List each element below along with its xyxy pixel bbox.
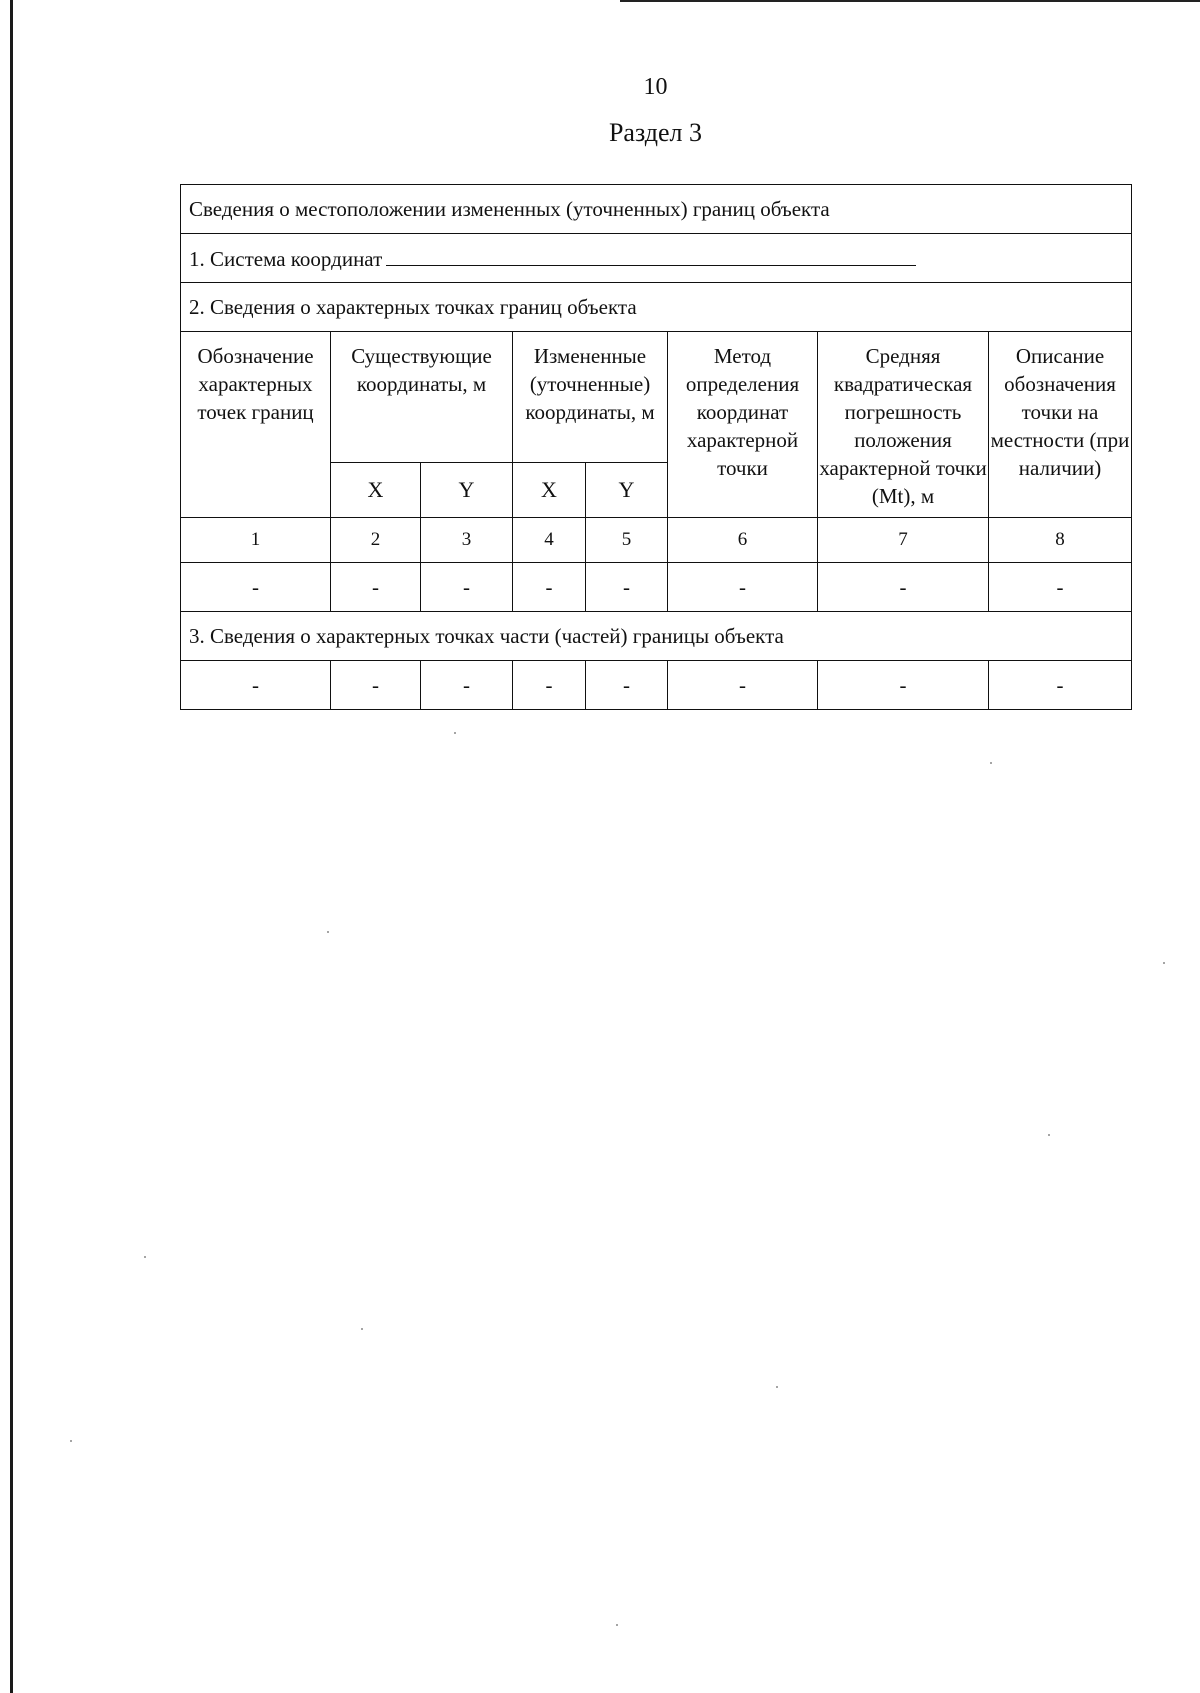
column-number: 7 xyxy=(818,518,989,563)
coord-system-label: 1. Система координат xyxy=(189,247,383,271)
scan-speck xyxy=(776,1386,778,1388)
column-number: 8 xyxy=(989,518,1132,563)
header-method: Метод определения координат характерной точки xyxy=(668,332,818,518)
table-cell: - xyxy=(331,661,421,710)
column-number: 3 xyxy=(421,518,513,563)
coord-system-cell xyxy=(181,234,1132,283)
scan-speck xyxy=(361,1328,363,1330)
table-cell: - xyxy=(818,661,989,710)
subheader-changed-y: Y xyxy=(586,463,668,518)
column-number: 6 xyxy=(668,518,818,563)
table-cell: - xyxy=(989,563,1132,612)
boundary-table xyxy=(180,184,1132,710)
column-number: 4 xyxy=(513,518,586,563)
table-cell: - xyxy=(181,563,331,612)
coord-system-row xyxy=(181,234,1132,283)
header-point-designation: Обозначение характерных точек границ xyxy=(181,332,331,518)
table-cell: - xyxy=(181,661,331,710)
parts-section-row xyxy=(181,612,1132,661)
subheader-changed-x: X xyxy=(513,463,586,518)
table-cell: - xyxy=(989,661,1132,710)
header-mean-error: Средняя квадратическая погрешность положения характерной точки (Mt), м xyxy=(818,332,989,518)
scan-speck xyxy=(1048,1134,1050,1136)
table-cell: - xyxy=(668,563,818,612)
scan-speck xyxy=(144,1256,146,1258)
scan-speck xyxy=(70,1440,72,1442)
table-cell: - xyxy=(586,661,668,710)
column-numbers-row xyxy=(181,518,1132,563)
table-cell: - xyxy=(513,563,586,612)
subheader-existing-y: Y xyxy=(421,463,513,518)
header-description: Описание обозначения точки на местности (при наличии) xyxy=(989,332,1132,518)
subheader-existing-x: X xyxy=(331,463,421,518)
points-data-row xyxy=(181,563,1132,612)
table-cell: - xyxy=(513,661,586,710)
table-cell: - xyxy=(421,661,513,710)
table-cell: - xyxy=(421,563,513,612)
table-cell: - xyxy=(818,563,989,612)
points-section-row xyxy=(181,283,1132,332)
table-cell: - xyxy=(586,563,668,612)
scan-speck xyxy=(616,1624,618,1626)
table-cell: - xyxy=(331,563,421,612)
header-existing-coords: Существующие координаты, м xyxy=(331,332,513,463)
scan-speck xyxy=(990,762,992,764)
table-title: Сведения о местоположении измененных (уточненных) границ объекта xyxy=(181,185,1132,234)
scan-speck xyxy=(1163,962,1165,964)
page-number: 10 xyxy=(643,74,668,100)
column-number: 5 xyxy=(586,518,668,563)
scan-left-edge xyxy=(10,0,13,1693)
table-cell: - xyxy=(668,661,818,710)
header-row xyxy=(181,332,1132,463)
column-number: 2 xyxy=(331,518,421,563)
parts-data-row xyxy=(181,661,1132,710)
title-row xyxy=(181,185,1132,234)
header-changed-coords: Измененные (уточненные) координаты, м xyxy=(513,332,668,463)
column-number: 1 xyxy=(181,518,331,563)
scan-top-edge xyxy=(620,0,1200,2)
scan-speck xyxy=(327,931,329,933)
boundary-table-wrapper xyxy=(180,184,1131,710)
coord-system-blank-line xyxy=(386,243,916,266)
parts-section-title: 3. Сведения о характерных точках части (частей) границы объекта xyxy=(181,612,1132,661)
points-section-title: 2. Сведения о характерных точках границ объекта xyxy=(181,283,1132,332)
scan-speck xyxy=(454,732,456,734)
section-title: Раздел 3 xyxy=(608,118,703,147)
